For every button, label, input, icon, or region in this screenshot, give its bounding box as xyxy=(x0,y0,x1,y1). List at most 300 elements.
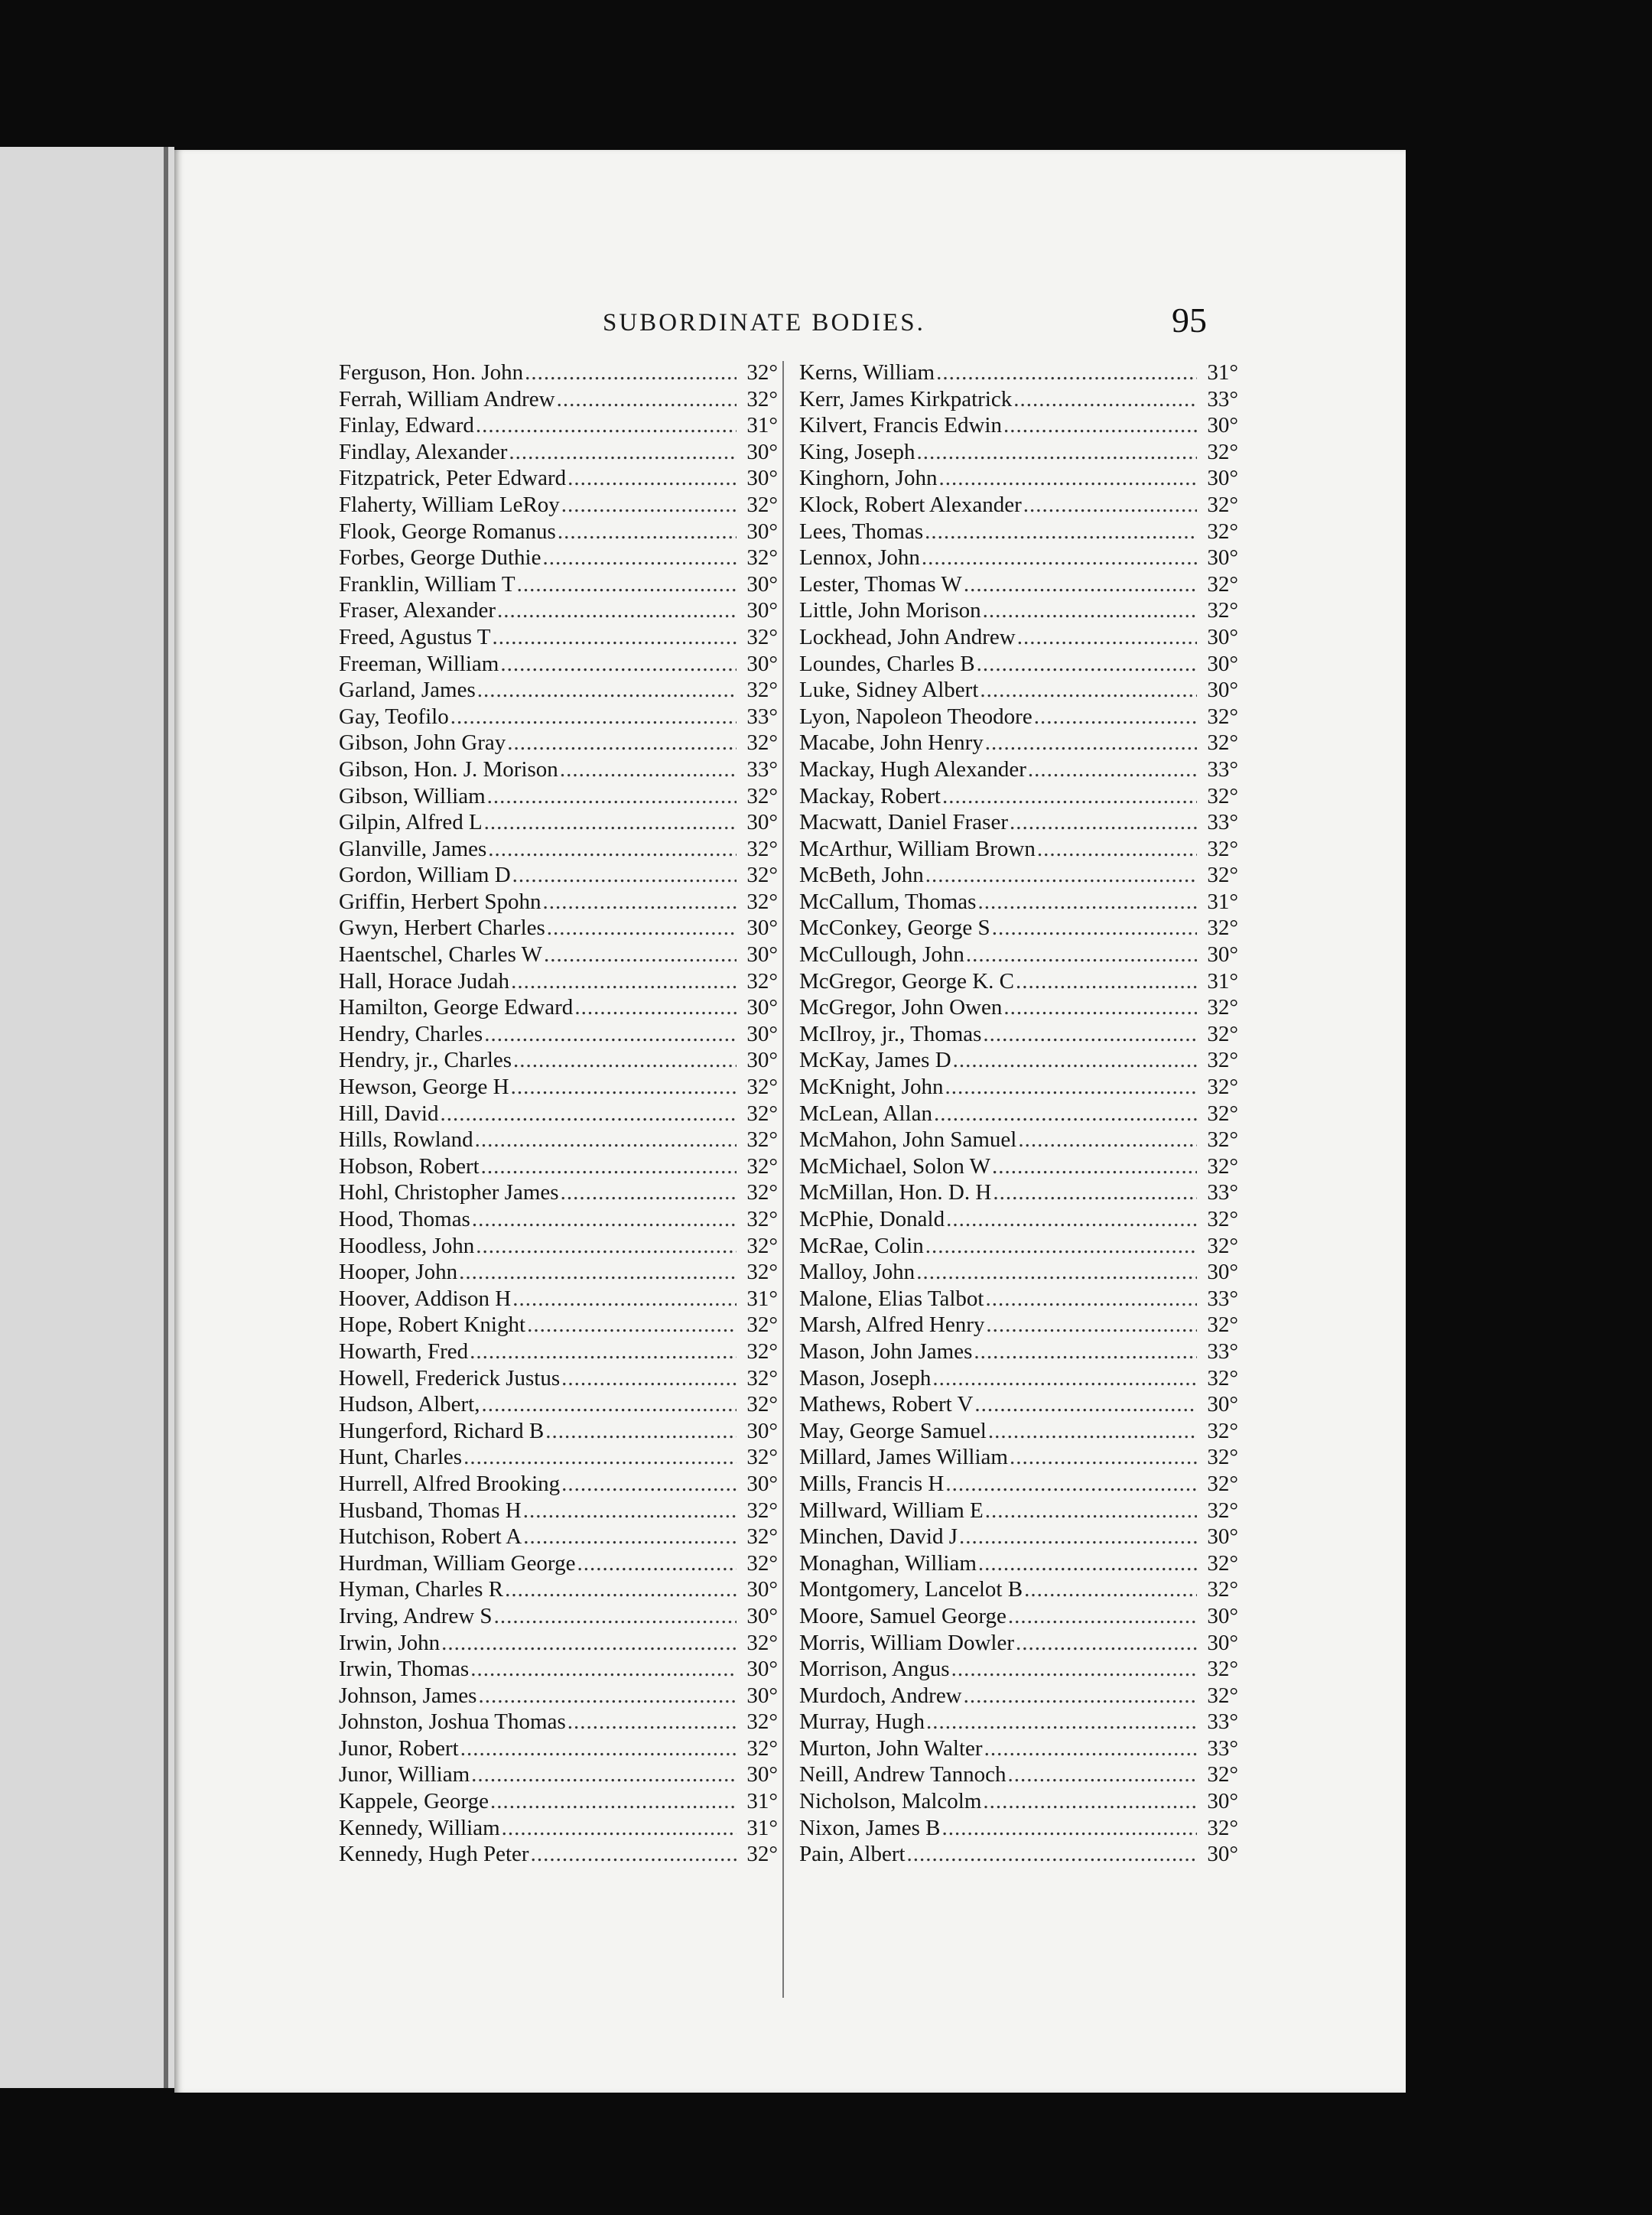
list-item xyxy=(799,359,1238,386)
list-item xyxy=(339,1365,778,1392)
member-degree: 33° xyxy=(1207,1338,1238,1364)
list-item xyxy=(799,1656,1238,1683)
list-item xyxy=(339,412,778,439)
member-name: Mathews, Robert V xyxy=(799,1392,974,1417)
list-item xyxy=(339,571,778,598)
member-degree: 32° xyxy=(1207,1498,1238,1523)
member-name: Hoover, Addison H xyxy=(339,1286,512,1311)
member-name: Flaherty, William LeRoy xyxy=(339,492,560,517)
member-degree: 32° xyxy=(746,1550,778,1576)
list-item xyxy=(339,1683,778,1709)
list-item xyxy=(799,1524,1238,1550)
list-item xyxy=(799,1127,1238,1153)
member-degree: 32° xyxy=(1207,1207,1238,1231)
leader-dots xyxy=(1024,1576,1197,1603)
member-degree: 31° xyxy=(746,1286,778,1311)
list-item xyxy=(799,1630,1238,1657)
list-item xyxy=(799,1788,1238,1815)
member-name: Hendry, Charles xyxy=(339,1021,483,1046)
leader-dots xyxy=(561,1365,737,1392)
member-degree: 32° xyxy=(1207,492,1238,517)
leader-dots xyxy=(507,730,737,756)
member-degree: 32° xyxy=(746,1338,778,1364)
list-item xyxy=(799,1312,1238,1338)
member-degree: 30° xyxy=(1207,1789,1238,1814)
member-name: Malloy, John xyxy=(799,1260,915,1285)
leader-dots xyxy=(1016,1630,1197,1657)
leader-dots xyxy=(500,651,737,678)
list-item xyxy=(799,545,1238,571)
member-degree: 32° xyxy=(746,1260,778,1285)
list-item xyxy=(339,1153,778,1180)
leader-dots xyxy=(488,836,737,863)
member-name: Freeman, William xyxy=(339,651,499,676)
list-item xyxy=(799,1259,1238,1286)
member-name: Lees, Thomas xyxy=(799,519,924,544)
list-item xyxy=(799,386,1238,413)
member-degree: 32° xyxy=(746,1153,778,1179)
member-name: Johnson, James xyxy=(339,1683,477,1708)
member-name: Mackay, Robert xyxy=(799,783,941,808)
member-name: Luke, Sidney Albert xyxy=(799,678,979,703)
member-degree: 30° xyxy=(746,519,778,544)
list-item xyxy=(339,359,778,386)
list-item xyxy=(799,942,1238,968)
left-page-edge xyxy=(0,147,174,2088)
leader-dots xyxy=(925,862,1197,889)
member-name: Lyon, Napoleon Theodore xyxy=(799,704,1032,729)
list-item xyxy=(339,862,778,889)
leader-dots xyxy=(945,1471,1197,1498)
leader-dots xyxy=(561,492,737,519)
member-name: Lockhead, John Andrew xyxy=(799,624,1016,649)
list-item xyxy=(339,651,778,678)
member-name: McCullough, John xyxy=(799,942,964,968)
list-item xyxy=(799,519,1238,545)
leader-dots xyxy=(567,465,737,492)
member-degree: 32° xyxy=(746,730,778,756)
list-item xyxy=(799,1047,1238,1074)
list-item xyxy=(799,439,1238,466)
member-name: McMichael, Solon W xyxy=(799,1153,990,1179)
leader-dots xyxy=(959,1524,1197,1550)
member-name: Hunt, Charles xyxy=(339,1445,463,1470)
member-degree: 32° xyxy=(746,360,778,385)
list-item xyxy=(799,492,1238,519)
member-degree: 32° xyxy=(746,783,778,808)
leader-dots xyxy=(932,1365,1197,1392)
leader-dots xyxy=(925,1233,1197,1260)
member-name: Junor, William xyxy=(339,1762,470,1787)
leader-dots xyxy=(490,1788,737,1815)
list-item xyxy=(799,889,1238,916)
leader-dots xyxy=(475,1127,737,1153)
member-name: Hendry, jr., Charles xyxy=(339,1048,512,1073)
member-name: Hutchison, Robert A xyxy=(339,1524,522,1550)
left-column xyxy=(339,359,778,1868)
list-item xyxy=(799,651,1238,678)
leader-dots xyxy=(512,1286,737,1312)
member-name: McMillan, Hon. D. H xyxy=(799,1180,992,1205)
member-degree: 33° xyxy=(1207,756,1238,782)
leader-dots xyxy=(978,1550,1197,1577)
member-name: Nicholson, Malcolm xyxy=(799,1789,982,1814)
member-name: Irwin, John xyxy=(339,1630,441,1655)
member-name: Monaghan, William xyxy=(799,1550,977,1576)
member-degree: 30° xyxy=(746,1471,778,1496)
list-item xyxy=(799,1841,1238,1868)
member-degree: 31° xyxy=(1207,968,1238,994)
member-name: McMahon, John Samuel xyxy=(799,1127,1017,1153)
member-degree: 30° xyxy=(746,466,778,491)
member-name: Hall, Horace Judah xyxy=(339,968,510,994)
list-item xyxy=(799,730,1238,756)
member-name: McArthur, William Brown xyxy=(799,836,1036,861)
member-degree: 31° xyxy=(1207,889,1238,914)
leader-dots xyxy=(561,1179,737,1206)
member-degree: 32° xyxy=(1207,730,1238,756)
list-item xyxy=(799,1471,1238,1498)
list-item xyxy=(799,1391,1238,1418)
member-degree: 30° xyxy=(746,995,778,1020)
member-name: Hoodless, John xyxy=(339,1233,475,1258)
member-name: McLean, Allan xyxy=(799,1101,932,1126)
member-degree: 33° xyxy=(1207,386,1238,411)
leader-dots xyxy=(1037,836,1197,863)
leader-dots xyxy=(487,783,737,810)
member-degree: 32° xyxy=(746,545,778,571)
member-degree: 32° xyxy=(1207,1550,1238,1576)
member-degree: 32° xyxy=(1207,1075,1238,1100)
leader-dots xyxy=(557,386,737,413)
list-item xyxy=(339,1391,778,1418)
leader-dots xyxy=(513,1047,737,1074)
member-degree: 30° xyxy=(1207,413,1238,438)
list-item xyxy=(799,1021,1238,1048)
member-degree: 30° xyxy=(746,1657,778,1682)
list-item xyxy=(799,1074,1238,1101)
list-item xyxy=(339,756,778,783)
member-name: Lester, Thomas W xyxy=(799,571,962,597)
member-degree: 32° xyxy=(1207,1445,1238,1470)
leader-dots xyxy=(1013,386,1197,413)
list-item xyxy=(799,1576,1238,1603)
list-item xyxy=(339,1471,778,1498)
member-degree: 32° xyxy=(746,1127,778,1153)
member-degree: 32° xyxy=(1207,1365,1238,1390)
member-degree: 30° xyxy=(1207,1260,1238,1285)
member-name: Murdoch, Andrew xyxy=(799,1683,962,1708)
member-name: Nixon, James B xyxy=(799,1815,941,1840)
leader-dots xyxy=(470,1656,737,1683)
leader-dots xyxy=(511,968,737,995)
list-item xyxy=(799,836,1238,863)
leader-dots xyxy=(544,942,737,968)
member-name: Gibson, John Gray xyxy=(339,730,506,756)
right-column xyxy=(799,359,1238,1868)
leader-dots xyxy=(974,1391,1197,1418)
list-item xyxy=(799,677,1238,704)
member-name: Gordon, William D xyxy=(339,863,511,888)
member-name: Hurrell, Alfred Brooking xyxy=(339,1471,561,1496)
member-name: Gay, Teofilo xyxy=(339,704,449,729)
member-degree: 33° xyxy=(746,756,778,782)
leader-dots xyxy=(441,1630,737,1657)
member-name: Pain, Albert xyxy=(799,1842,906,1867)
member-name: Husband, Thomas H xyxy=(339,1498,522,1523)
member-name: King, Joseph xyxy=(799,439,915,464)
leader-dots xyxy=(983,1021,1197,1048)
leader-dots xyxy=(974,1338,1197,1365)
list-item xyxy=(799,1761,1238,1788)
list-item xyxy=(339,1312,778,1338)
member-degree: 30° xyxy=(746,1418,778,1443)
leader-dots xyxy=(527,1312,737,1338)
member-name: Irwin, Thomas xyxy=(339,1657,470,1682)
member-degree: 30° xyxy=(746,1021,778,1046)
member-name: Gwyn, Herbert Charles xyxy=(339,916,545,941)
member-degree: 31° xyxy=(1207,360,1238,385)
member-name: Morrison, Angus xyxy=(799,1657,950,1682)
list-item xyxy=(799,994,1238,1021)
member-degree: 32° xyxy=(746,678,778,703)
leader-dots xyxy=(542,889,737,916)
list-item xyxy=(339,730,778,756)
list-item xyxy=(799,597,1238,624)
member-degree: 32° xyxy=(1207,1683,1238,1708)
member-degree: 32° xyxy=(746,889,778,914)
leader-dots xyxy=(494,1603,737,1630)
leader-dots xyxy=(942,783,1197,810)
list-item xyxy=(339,519,778,545)
member-name: Hungerford, Richard B xyxy=(339,1418,545,1443)
list-item xyxy=(339,1021,778,1048)
member-degree: 32° xyxy=(746,1392,778,1417)
member-name: Malone, Elias Talbot xyxy=(799,1286,984,1311)
member-name: Kilvert, Francis Edwin xyxy=(799,413,1002,438)
member-name: Macabe, John Henry xyxy=(799,730,984,756)
list-item xyxy=(339,915,778,942)
member-name: McBeth, John xyxy=(799,863,924,888)
leader-dots xyxy=(1017,624,1197,651)
leader-dots xyxy=(1010,809,1197,836)
leader-dots xyxy=(966,942,1197,968)
list-item xyxy=(799,756,1238,783)
leader-dots xyxy=(992,915,1197,942)
member-name: Junor, Robert xyxy=(339,1735,459,1761)
member-degree: 32° xyxy=(1207,916,1238,941)
member-degree: 32° xyxy=(746,1233,778,1258)
leader-dots xyxy=(525,359,737,386)
member-degree: 30° xyxy=(746,598,778,623)
member-degree: 33° xyxy=(746,704,778,729)
member-name: McKnight, John xyxy=(799,1075,944,1100)
member-degree: 31° xyxy=(746,1815,778,1840)
list-item xyxy=(339,624,778,651)
member-name: Mason, Joseph xyxy=(799,1365,932,1390)
member-name: Mason, John James xyxy=(799,1338,973,1364)
list-item xyxy=(799,1603,1238,1630)
member-degree: 32° xyxy=(746,1498,778,1523)
member-name: Ferrah, William Andrew xyxy=(339,386,555,411)
list-item xyxy=(339,1286,778,1312)
member-degree: 30° xyxy=(1207,678,1238,703)
leader-dots xyxy=(484,809,737,836)
leader-dots xyxy=(471,1761,737,1788)
member-degree: 32° xyxy=(746,1735,778,1761)
leader-dots xyxy=(497,597,737,624)
member-degree: 32° xyxy=(1207,1127,1238,1153)
member-degree: 32° xyxy=(746,1365,778,1390)
member-degree: 32° xyxy=(746,1075,778,1100)
member-name: Millward, William E xyxy=(799,1498,984,1523)
member-name: Hohl, Christopher James xyxy=(339,1180,559,1205)
list-item xyxy=(799,1153,1238,1180)
member-degree: 30° xyxy=(1207,1524,1238,1550)
member-degree: 32° xyxy=(1207,1048,1238,1073)
member-name: Fraser, Alexander xyxy=(339,598,496,623)
page-gutter xyxy=(164,147,168,2088)
leader-dots xyxy=(547,915,737,942)
leader-dots xyxy=(523,1498,737,1524)
member-name: Murray, Hugh xyxy=(799,1709,925,1735)
member-degree: 32° xyxy=(1207,1815,1238,1840)
member-name: Minchen, David J xyxy=(799,1524,958,1550)
member-degree: 30° xyxy=(1207,1603,1238,1628)
member-name: Marsh, Alfred Henry xyxy=(799,1312,985,1338)
member-degree: 32° xyxy=(1207,1021,1238,1046)
column-divider xyxy=(782,361,784,1998)
member-degree: 32° xyxy=(1207,704,1238,729)
member-name: Loundes, Charles B xyxy=(799,651,975,676)
member-degree: 32° xyxy=(1207,1101,1238,1126)
member-degree: 32° xyxy=(1207,1312,1238,1338)
page-number: 95 xyxy=(1172,301,1207,340)
member-degree: 32° xyxy=(1207,571,1238,597)
member-name: Findlay, Alexander xyxy=(339,439,508,464)
member-degree: 30° xyxy=(746,1048,778,1073)
list-item xyxy=(799,1498,1238,1524)
member-name: Howarth, Fred xyxy=(339,1338,469,1364)
list-item xyxy=(799,1709,1238,1735)
member-degree: 32° xyxy=(746,1180,778,1205)
member-name: Haentschel, Charles W xyxy=(339,942,543,968)
list-item xyxy=(799,704,1238,730)
member-name: Gibson, Hon. J. Morison xyxy=(339,756,558,782)
member-name: Finlay, Edward xyxy=(339,413,474,438)
list-item xyxy=(339,1498,778,1524)
leader-dots xyxy=(472,1206,737,1233)
leader-dots xyxy=(964,571,1197,598)
member-name: McGregor, John Owen xyxy=(799,995,1003,1020)
member-degree: 32° xyxy=(746,624,778,649)
member-name: Little, John Morison xyxy=(799,598,981,623)
member-degree: 30° xyxy=(746,651,778,676)
member-degree: 32° xyxy=(1207,1471,1238,1496)
leader-dots xyxy=(509,439,737,466)
member-degree: 30° xyxy=(746,916,778,941)
list-item xyxy=(799,412,1238,439)
leader-dots xyxy=(460,1735,737,1762)
leader-dots xyxy=(1034,704,1197,730)
member-degree: 30° xyxy=(1207,1630,1238,1655)
leader-dots xyxy=(945,1074,1198,1101)
list-item xyxy=(339,942,778,968)
leader-dots xyxy=(1018,1127,1197,1153)
list-item xyxy=(799,465,1238,492)
list-item xyxy=(339,1074,778,1101)
member-name: McCallum, Thomas xyxy=(799,889,977,914)
leader-dots xyxy=(517,571,737,598)
list-item xyxy=(339,1576,778,1603)
member-name: McIlroy, jr., Thomas xyxy=(799,1021,982,1046)
member-degree: 32° xyxy=(746,1207,778,1231)
leader-dots xyxy=(561,1471,737,1498)
leader-dots xyxy=(477,677,737,704)
leader-dots xyxy=(505,1576,737,1603)
member-name: Johnston, Joshua Thomas xyxy=(339,1709,566,1735)
leader-dots xyxy=(916,439,1197,466)
list-item xyxy=(339,492,778,519)
list-item xyxy=(339,1815,778,1842)
member-name: Hobson, Robert xyxy=(339,1153,480,1179)
member-name: Gibson, William xyxy=(339,783,486,808)
leader-dots xyxy=(992,1153,1197,1180)
member-degree: 30° xyxy=(1207,545,1238,571)
running-head: SUBORDINATE BODIES. xyxy=(603,309,925,337)
list-item xyxy=(799,1338,1238,1365)
leader-dots xyxy=(983,597,1197,624)
member-degree: 32° xyxy=(1207,1577,1238,1602)
member-degree: 30° xyxy=(746,1762,778,1787)
list-item xyxy=(799,968,1238,995)
list-item xyxy=(339,994,778,1021)
list-item xyxy=(339,1101,778,1127)
list-item xyxy=(339,1179,778,1206)
member-degree: 32° xyxy=(746,863,778,888)
member-degree: 32° xyxy=(1207,1233,1238,1258)
list-item xyxy=(339,1630,778,1657)
leader-dots xyxy=(985,1286,1197,1312)
member-degree: 30° xyxy=(746,571,778,597)
member-name: McKay, James D xyxy=(799,1048,951,1073)
member-name: Howell, Frederick Justus xyxy=(339,1365,561,1390)
leader-dots xyxy=(558,519,737,545)
member-degree: 30° xyxy=(746,1603,778,1628)
leader-dots xyxy=(925,519,1197,545)
member-name: Kennedy, William xyxy=(339,1815,500,1840)
list-item xyxy=(799,624,1238,651)
member-name: Hope, Robert Knight xyxy=(339,1312,526,1338)
leader-dots xyxy=(476,1233,737,1260)
leader-dots xyxy=(977,889,1197,916)
member-degree: 31° xyxy=(746,1789,778,1814)
member-name: Moore, Samuel George xyxy=(799,1603,1006,1628)
member-name: Glanville, James xyxy=(339,836,487,861)
list-item xyxy=(799,915,1238,942)
member-name: Montgomery, Lancelot B xyxy=(799,1577,1023,1602)
member-degree: 33° xyxy=(1207,1180,1238,1205)
leader-dots xyxy=(523,1524,737,1550)
list-item xyxy=(799,1815,1238,1842)
member-name: Hill, David xyxy=(339,1101,439,1126)
list-item xyxy=(799,1550,1238,1577)
leader-dots xyxy=(938,465,1197,492)
list-item xyxy=(339,836,778,863)
member-name: Garland, James xyxy=(339,678,476,703)
member-name: Kerns, William xyxy=(799,360,935,385)
member-degree: 32° xyxy=(746,1445,778,1470)
